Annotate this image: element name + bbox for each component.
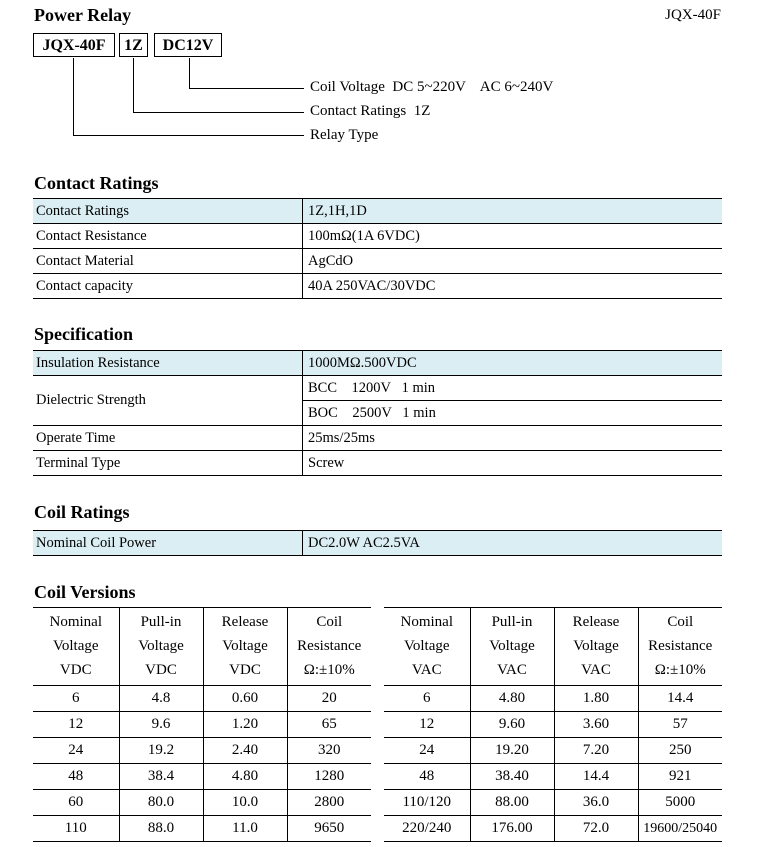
cell: 9650 — [287, 816, 371, 842]
cell: 1.20 — [203, 712, 287, 738]
contact-ratings-label: Contact Ratings 1Z — [310, 103, 431, 119]
cell: 12 — [33, 712, 119, 738]
row-label: Nominal Coil Power — [33, 531, 303, 556]
coil-voltage-label: Coil Voltage DC 5~220V AC 6~240V — [310, 79, 554, 95]
table-row — [384, 712, 722, 738]
cell: 6 — [33, 686, 119, 712]
cell: 48 — [384, 764, 470, 790]
table-row — [33, 451, 722, 476]
cell: 110 — [33, 816, 119, 842]
cell: 48 — [33, 764, 119, 790]
table-row — [384, 686, 722, 712]
cell: 88.0 — [119, 816, 203, 842]
table-row — [33, 199, 722, 224]
row-value: AgCdO — [303, 249, 723, 274]
leader-contact-horizontal — [133, 112, 304, 113]
leader-type-vertical — [73, 58, 74, 136]
cell: 4.80 — [203, 764, 287, 790]
col-header: Coil Resistance Ω:±10% — [287, 608, 371, 686]
cell: 60 — [33, 790, 119, 816]
cell: 38.40 — [470, 764, 554, 790]
col-header: Release Voltage VDC — [203, 608, 287, 686]
cell: 80.0 — [119, 790, 203, 816]
cell: 88.00 — [470, 790, 554, 816]
cell: 1280 — [287, 764, 371, 790]
row-label: Contact Resistance — [33, 224, 303, 249]
contact-ratings-title: Contact Ratings — [34, 173, 159, 193]
table-row — [384, 790, 722, 816]
relay-type-label: Relay Type — [310, 127, 379, 143]
leader-coil-horizontal — [189, 88, 304, 89]
coil-versions-title: Coil Versions — [34, 582, 136, 602]
cell: 36.0 — [554, 790, 638, 816]
table-row — [33, 790, 371, 816]
cell: 2800 — [287, 790, 371, 816]
row-label: Insulation Resistance — [33, 351, 303, 376]
cell: 1.80 — [554, 686, 638, 712]
table-row — [33, 531, 722, 556]
cell: 0.60 — [203, 686, 287, 712]
row-value: 25ms/25ms — [303, 426, 723, 451]
cell: 176.00 — [470, 816, 554, 842]
cell: 5000 — [638, 790, 722, 816]
cell: 4.8 — [119, 686, 203, 712]
table-row — [33, 712, 371, 738]
cell: 11.0 — [203, 816, 287, 842]
table-row — [384, 816, 722, 842]
part-segment-coil: DC12V — [154, 33, 222, 57]
cell: 19.2 — [119, 738, 203, 764]
cell: 921 — [638, 764, 722, 790]
leader-type-horizontal — [73, 135, 304, 136]
leader-contact-vertical — [133, 58, 134, 113]
row-value: 1000MΩ.500VDC — [303, 351, 723, 376]
col-header: Release Voltage VAC — [554, 608, 638, 686]
cell: 2.40 — [203, 738, 287, 764]
row-label: Dielectric Strength — [33, 376, 303, 426]
header-row — [384, 608, 722, 686]
contact-ratings-table — [33, 198, 722, 299]
row-value: 40A 250VAC/30VDC — [303, 274, 723, 299]
col-header: Coil Resistance Ω:±10% — [638, 608, 722, 686]
row-label: Contact Ratings — [33, 199, 303, 224]
cell: 320 — [287, 738, 371, 764]
cell: 65 — [287, 712, 371, 738]
dc-coil-table — [33, 607, 371, 842]
row-value: DC2.0W AC2.5VA — [303, 531, 723, 556]
col-header: Nominal Voltage VAC — [384, 608, 470, 686]
table-row — [33, 738, 371, 764]
table-row — [33, 249, 722, 274]
table-row — [384, 738, 722, 764]
part-segment-contact: 1Z — [119, 33, 148, 57]
cell: 10.0 — [203, 790, 287, 816]
col-header: Pull-in Voltage VDC — [119, 608, 203, 686]
coil-ratings-table — [33, 530, 722, 556]
page-title: Power Relay — [34, 5, 132, 25]
table-row — [33, 351, 722, 376]
cell: 110/120 — [384, 790, 470, 816]
table-row — [33, 686, 371, 712]
cell: 19.20 — [470, 738, 554, 764]
cell: 9.6 — [119, 712, 203, 738]
model-number: JQX-40F — [665, 7, 721, 23]
cell: 9.60 — [470, 712, 554, 738]
row-label: Operate Time — [33, 426, 303, 451]
row-label: Contact capacity — [33, 274, 303, 299]
cell: 3.60 — [554, 712, 638, 738]
ac-coil-table — [384, 607, 722, 842]
row-value: BCC 1200V 1 min — [303, 376, 723, 401]
table-row — [384, 764, 722, 790]
table-row — [33, 426, 722, 451]
cell: 12 — [384, 712, 470, 738]
cell: 38.4 — [119, 764, 203, 790]
coil-ratings-title: Coil Ratings — [34, 502, 130, 522]
cell: 14.4 — [554, 764, 638, 790]
cell: 72.0 — [554, 816, 638, 842]
cell: 57 — [638, 712, 722, 738]
cell: 19600/25040 — [638, 816, 722, 842]
part-segment-type: JQX-40F — [33, 33, 115, 57]
table-row — [33, 816, 371, 842]
table-row — [33, 764, 371, 790]
row-value: Screw — [303, 451, 723, 476]
specification-title: Specification — [34, 324, 133, 344]
specification-table — [33, 350, 722, 476]
header-row — [33, 608, 371, 686]
cell: 14.4 — [638, 686, 722, 712]
cell: 250 — [638, 738, 722, 764]
leader-coil-vertical — [189, 58, 190, 89]
table-row — [33, 274, 722, 299]
row-label: Contact Material — [33, 249, 303, 274]
cell: 24 — [384, 738, 470, 764]
row-label: Terminal Type — [33, 451, 303, 476]
cell: 20 — [287, 686, 371, 712]
col-header: Nominal Voltage VDC — [33, 608, 119, 686]
cell: 6 — [384, 686, 470, 712]
row-value: 100mΩ(1A 6VDC) — [303, 224, 723, 249]
cell: 7.20 — [554, 738, 638, 764]
cell: 24 — [33, 738, 119, 764]
row-value: BOC 2500V 1 min — [303, 401, 723, 426]
table-row — [33, 224, 722, 249]
table-row — [33, 376, 722, 401]
cell: 220/240 — [384, 816, 470, 842]
row-value: 1Z,1H,1D — [303, 199, 723, 224]
cell: 4.80 — [470, 686, 554, 712]
col-header: Pull-in Voltage VAC — [470, 608, 554, 686]
